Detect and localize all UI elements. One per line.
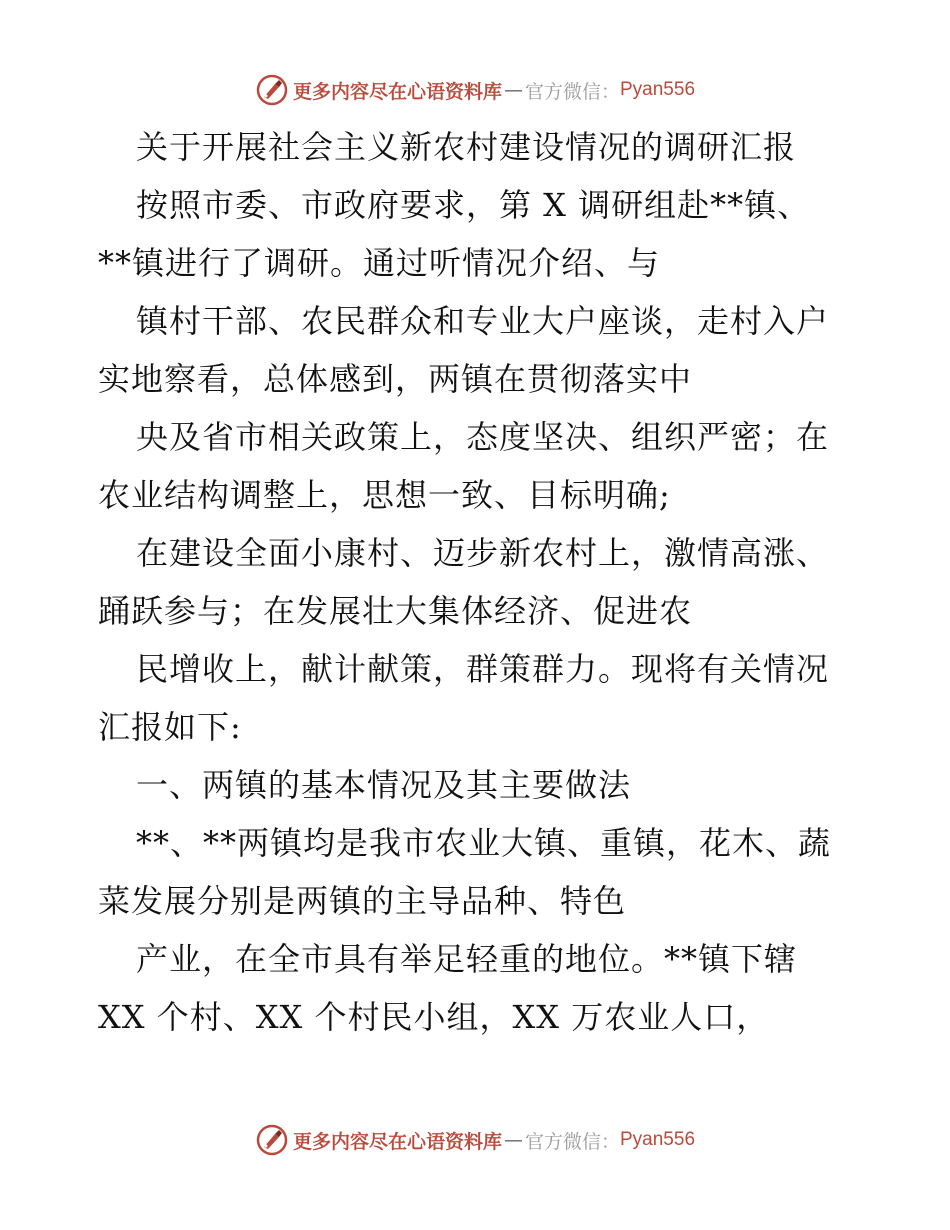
section-heading: 一、两镇的基本情况及其主要做法 [136,766,632,804]
watermark-text: 更多内容尽在心语资料库 [292,80,502,103]
paragraph-line: 踊跃参与；在发展壮大集体经济、促进农 [98,592,693,630]
pen-nib-logo-icon [255,73,289,107]
paragraph-line: 镇村干部、农民群众和专业大户座谈，走村入户 [136,302,830,340]
watermark-wechat-id: Pyan556 [620,1129,696,1150]
document-title: 关于开展社会主义新农村建设情况的调研汇报 [136,128,797,166]
pen-nib-logo-icon [255,1123,289,1157]
header-watermark [0,70,950,110]
paragraph-line: 在建设全面小康村、迈步新农村上，激情高涨、 [136,534,830,572]
paragraph-line: 菜发展分别是两镇的主导品种、特色 [98,882,627,920]
paragraph-line: 民增收上，献计献策，群策群力。现将有关情况 [136,650,830,688]
paragraph-line: 实地察看，总体感到，两镇在贯彻落实中 [98,360,693,398]
paragraph-line: 按照市委、市政府要求，第 X 调研组赴**镇、 [136,186,811,224]
paragraph-line: 产业，在全市具有举足轻重的地位。**镇下辖 [136,940,798,978]
paragraph-line: 农业结构调整上，思想一致、目标明确; [98,476,671,514]
paragraph-line: 央及省市相关政策上，态度坚决、组织严密；在 [136,418,830,456]
watermark-separator: — [503,79,523,101]
paragraph-line: **镇进行了调研。通过听情况介绍、与 [98,244,661,282]
watermark-wechat-label: 官方微信： [524,1130,620,1153]
paragraph-line: 汇报如下: [98,708,242,746]
watermark-text: 更多内容尽在心语资料库 [292,1130,502,1153]
paragraph-line: **、**两镇均是我市农业大镇、重镇，花木、蔬 [136,824,832,862]
watermark-wechat-id: Pyan556 [620,79,696,100]
watermark-wechat-label: 官方微信： [524,80,620,103]
document-body [98,118,858,1046]
watermark-separator: — [503,1129,523,1151]
footer-watermark [0,1120,950,1160]
paragraph-line: XX 个村、XX 个村民小组，XX 万农业人口， [98,998,770,1036]
